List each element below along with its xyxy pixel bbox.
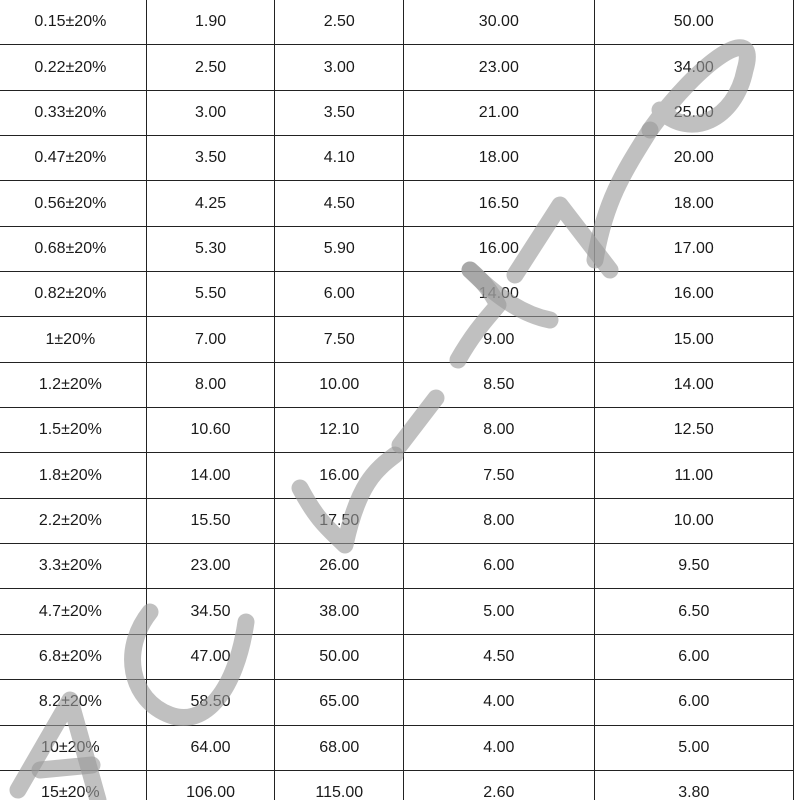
- table-cell: 12.50: [594, 408, 793, 453]
- table-cell: 15±20%: [0, 770, 146, 800]
- table-cell: 106.00: [146, 770, 275, 800]
- table-row: [0, 45, 794, 90]
- table-cell: 6.00: [275, 272, 404, 317]
- table-cell: 3.3±20%: [0, 544, 146, 589]
- table-cell: 50.00: [275, 634, 404, 679]
- table-cell: 16.50: [404, 181, 594, 226]
- table-cell: 8.00: [404, 408, 594, 453]
- table-cell: 7.00: [146, 317, 275, 362]
- table-cell: 10.60: [146, 408, 275, 453]
- table-cell: 4.00: [404, 680, 594, 725]
- table-cell: 17.50: [275, 498, 404, 543]
- table-cell: 6.8±20%: [0, 634, 146, 679]
- table-row: [0, 226, 794, 271]
- table-cell: 1.90: [146, 0, 275, 45]
- table-cell: 4.50: [404, 634, 594, 679]
- table-cell: 8.50: [404, 362, 594, 407]
- table-cell: 6.00: [594, 634, 793, 679]
- table-cell: 9.50: [594, 544, 793, 589]
- table-cell: 115.00: [275, 770, 404, 800]
- table-row: [0, 498, 794, 543]
- table-cell: 2.50: [275, 0, 404, 45]
- table-cell: 25.00: [594, 90, 793, 135]
- table-cell: 18.00: [404, 136, 594, 181]
- table-cell: 26.00: [275, 544, 404, 589]
- table-row: [0, 770, 794, 800]
- table-cell: 0.15±20%: [0, 0, 146, 45]
- table-row: [0, 453, 794, 498]
- table-cell: 7.50: [404, 453, 594, 498]
- table-cell: 18.00: [594, 181, 793, 226]
- table-row: [0, 408, 794, 453]
- table-cell: 0.82±20%: [0, 272, 146, 317]
- table-cell: 5.50: [146, 272, 275, 317]
- table-cell: 4.10: [275, 136, 404, 181]
- table-cell: 4.25: [146, 181, 275, 226]
- table-cell: 2.50: [146, 45, 275, 90]
- table-row: [0, 90, 794, 135]
- table-row: [0, 136, 794, 181]
- table-cell: 47.00: [146, 634, 275, 679]
- table-cell: 9.00: [404, 317, 594, 362]
- table-cell: 7.50: [275, 317, 404, 362]
- table-row: [0, 634, 794, 679]
- table-row: [0, 317, 794, 362]
- table-cell: 1±20%: [0, 317, 146, 362]
- table-cell: 6.00: [404, 544, 594, 589]
- table-cell: 0.33±20%: [0, 90, 146, 135]
- table-cell: 0.47±20%: [0, 136, 146, 181]
- table-cell: 5.00: [594, 725, 793, 770]
- table-cell: 21.00: [404, 90, 594, 135]
- table-cell: 3.00: [146, 90, 275, 135]
- table-cell: 4.50: [275, 181, 404, 226]
- table-cell: 10±20%: [0, 725, 146, 770]
- table-cell: 5.90: [275, 226, 404, 271]
- table-row: [0, 181, 794, 226]
- table-cell: 6.50: [594, 589, 793, 634]
- table-cell: 0.56±20%: [0, 181, 146, 226]
- table-row: [0, 725, 794, 770]
- table-cell: 3.00: [275, 45, 404, 90]
- table-cell: 15.00: [594, 317, 793, 362]
- table-cell: 4.00: [404, 725, 594, 770]
- table-cell: 14.00: [146, 453, 275, 498]
- table-cell: 1.5±20%: [0, 408, 146, 453]
- table-cell: 2.60: [404, 770, 594, 800]
- table-cell: 11.00: [594, 453, 793, 498]
- table-cell: 17.00: [594, 226, 793, 271]
- table-cell: 3.50: [146, 136, 275, 181]
- table-row: [0, 680, 794, 725]
- table-cell: 16.00: [594, 272, 793, 317]
- table-cell: 34.50: [146, 589, 275, 634]
- table-cell: 4.7±20%: [0, 589, 146, 634]
- table-cell: 38.00: [275, 589, 404, 634]
- table-cell: 64.00: [146, 725, 275, 770]
- table-row: [0, 544, 794, 589]
- table-row: [0, 272, 794, 317]
- table-cell: 16.00: [404, 226, 594, 271]
- table-cell: 1.8±20%: [0, 453, 146, 498]
- table-cell: 20.00: [594, 136, 793, 181]
- table-cell: 0.68±20%: [0, 226, 146, 271]
- table-cell: 6.00: [594, 680, 793, 725]
- table-cell: 8.2±20%: [0, 680, 146, 725]
- table-row: [0, 0, 794, 45]
- table-cell: 5.30: [146, 226, 275, 271]
- table-row: [0, 362, 794, 407]
- table-cell: 2.2±20%: [0, 498, 146, 543]
- table-cell: 14.00: [594, 362, 793, 407]
- table-cell: 1.2±20%: [0, 362, 146, 407]
- table-cell: 23.00: [146, 544, 275, 589]
- table-cell: 14.00: [404, 272, 594, 317]
- table-cell: 12.10: [275, 408, 404, 453]
- table-cell: 3.50: [275, 90, 404, 135]
- table-cell: 10.00: [275, 362, 404, 407]
- table-cell: 23.00: [404, 45, 594, 90]
- table-cell: 50.00: [594, 0, 793, 45]
- table-cell: 15.50: [146, 498, 275, 543]
- table-cell: 0.22±20%: [0, 45, 146, 90]
- table-cell: 16.00: [275, 453, 404, 498]
- table-cell: 8.00: [146, 362, 275, 407]
- table-cell: 34.00: [594, 45, 793, 90]
- table-cell: 10.00: [594, 498, 793, 543]
- table-cell: 30.00: [404, 0, 594, 45]
- table-cell: 58.50: [146, 680, 275, 725]
- table-cell: 3.80: [594, 770, 793, 800]
- table-cell: 8.00: [404, 498, 594, 543]
- table-cell: 68.00: [275, 725, 404, 770]
- table-row: [0, 589, 794, 634]
- table-cell: 5.00: [404, 589, 594, 634]
- table-cell: 65.00: [275, 680, 404, 725]
